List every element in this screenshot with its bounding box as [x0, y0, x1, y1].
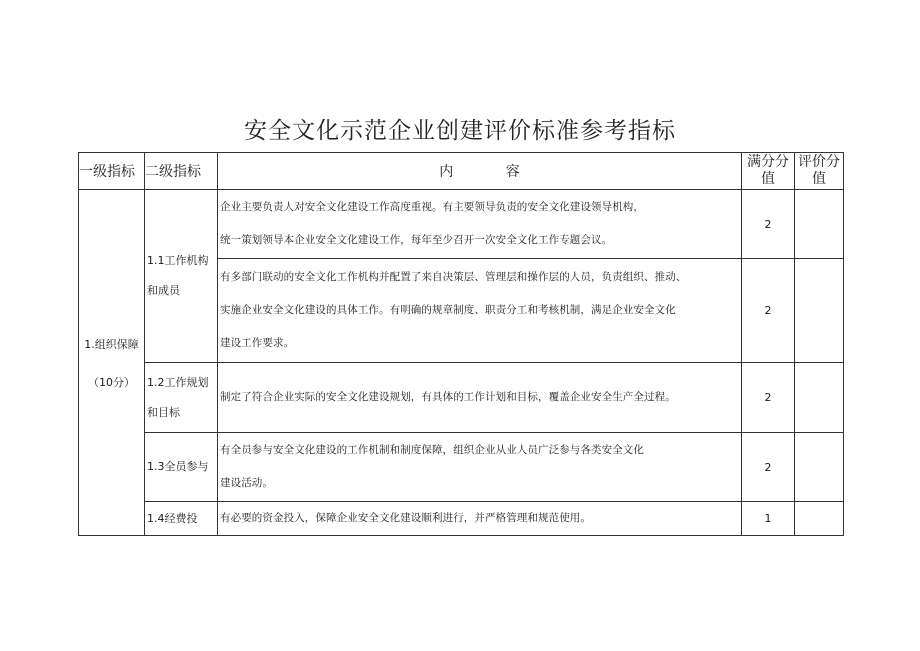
content-cell — [218, 433, 742, 502]
table-row — [79, 190, 844, 259]
header-content: 内 容 — [218, 153, 742, 190]
full-score-cell: 2 — [742, 259, 795, 363]
content-cell — [218, 259, 742, 363]
level1-points: （10分） — [88, 375, 135, 389]
header-eval-score: 评价分值 — [795, 153, 844, 190]
table-row — [79, 363, 844, 433]
header-row — [79, 153, 844, 190]
level1-cell — [79, 190, 145, 536]
table-row — [79, 502, 844, 536]
content-line: 企业主要负责人对安全文化建设工作高度重视。有主要领导负责的安全文化建设领导机构， — [220, 201, 644, 213]
header-level2: 二级指标 — [145, 153, 218, 190]
full-score-cell: 1 — [742, 502, 795, 536]
level2-cell: 1.3全员参与 — [145, 433, 218, 502]
table-row — [79, 433, 844, 502]
document-title: 安全文化示范企业创建评价标准参考指标 — [244, 118, 676, 144]
full-score-cell: 2 — [742, 433, 795, 502]
header-level1: 一级指标 — [79, 153, 145, 190]
criteria-table — [78, 152, 844, 536]
full-score-cell: 2 — [742, 190, 795, 259]
level2-cell: 1.1工作机构和成员 — [145, 190, 218, 363]
content-line: 建设工作要求。 — [220, 337, 295, 349]
eval-score-cell[interactable] — [795, 259, 844, 363]
content-line: 有多部门联动的安全文化工作机构并配置了来自决策层、管理层和操作层的人员，负责组织、推动、 — [220, 271, 687, 283]
content-line: 制定了符合企业实际的安全文化建设规划，有具体的工作计划和目标，覆盖企业安全生产全过程。 — [220, 391, 676, 403]
eval-score-cell[interactable] — [795, 433, 844, 502]
full-score-cell: 2 — [742, 363, 795, 433]
header-full-score: 满分分值 — [742, 153, 795, 190]
content-line: 有全员参与安全文化建设的工作机制和制度保障，组织企业从业人员广泛参与各类安全文化 — [220, 444, 644, 456]
eval-score-cell[interactable] — [795, 190, 844, 259]
eval-score-cell[interactable] — [795, 363, 844, 433]
content-line: 统一策划领导本企业安全文化建设工作，每年至少召开一次安全文化工作专题会议。 — [220, 234, 613, 246]
content-line: 建设活动。 — [220, 477, 273, 489]
content-line: 实施企业安全文化建设的具体工作。有明确的规章制度、职责分工和考核机制，满足企业安全文化 — [220, 304, 676, 316]
content-cell — [218, 190, 742, 259]
eval-score-cell[interactable] — [795, 502, 844, 536]
content-line: 有必要的资金投入，保障企业安全文化建设顺利进行，并严格管理和规范使用。 — [220, 512, 591, 524]
level2-cell: 1.4经费投 — [145, 502, 218, 536]
level2-cell: 1.2工作规划和目标 — [145, 363, 218, 433]
content-cell — [218, 363, 742, 433]
content-cell — [218, 502, 742, 536]
level1-name: 1.组织保障 — [84, 337, 139, 351]
